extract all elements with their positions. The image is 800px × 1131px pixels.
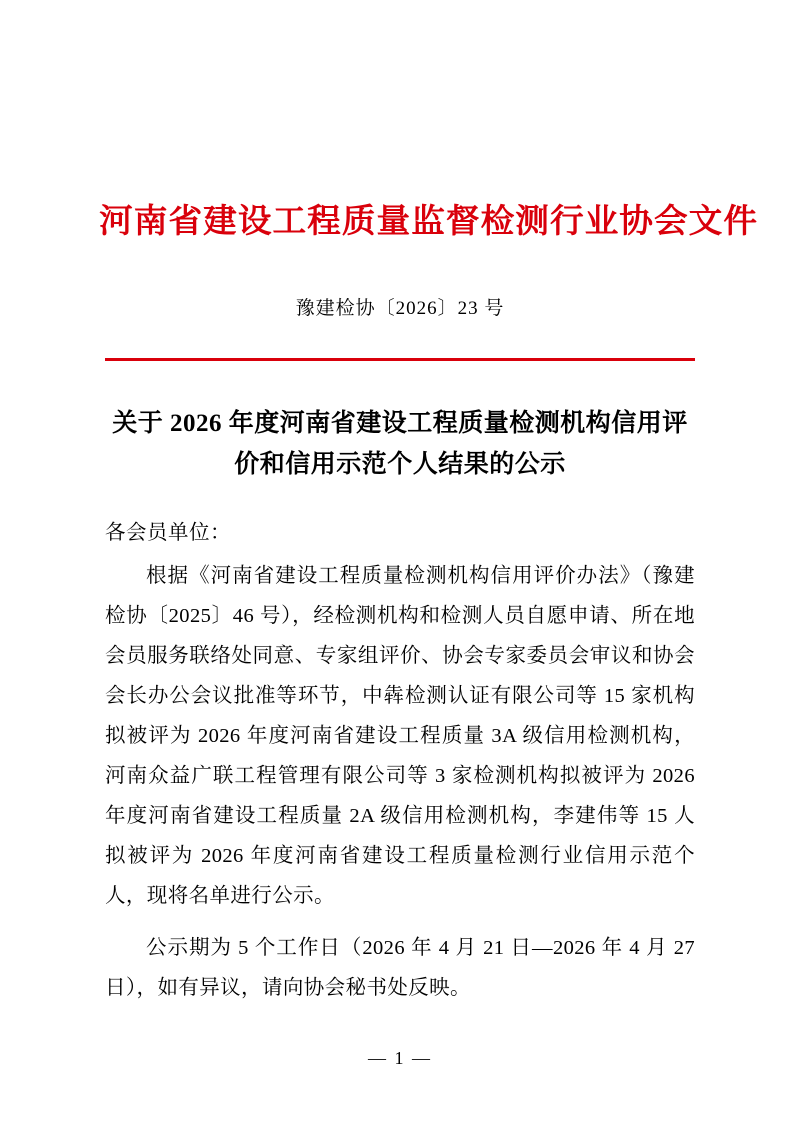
body-paragraph-2: 公示期为 5 个工作日（2026 年 4 月 21 日—2026 年 4 月 27 日），如有异议，请向协会秘书处反映。 [105,936,695,999]
page-number: — 1 — [368,1048,432,1068]
document-header [99,200,759,241]
document-number: 豫建检协〔2026〕23 号 [295,298,505,320]
red-divider-rule [105,358,695,361]
document-subject-title: 关于 2026 年度河南省建设工程质量检测机构信用评价和信用示范个人结果的公示 [112,409,688,478]
body-paragraph-1: 根据《河南省建设工程质量检测机构信用评价办法》（豫建检协〔2025〕46 号），经检测机构和检测人员自愿申请、所在地会员服务联络处同意、专家组评价、协会专家委员会审议和协会会长办公会议批准等环节，中犇检测认证有限公司等 15 家机构拟被评为 2026 年度河南省建设工程质量 3A 级信用检测机构，河南众益广联工程管理有限公司等 3 家检测机构拟被评为 2026 年度河南省建设工程质量 2A 级信用检测机构，李建伟等 15 人拟被评为 2026 年度河南省建设工程质量检测行业信用示范个人，现将名单进行公示。 [105,565,695,907]
organization-title: 河南省建设工程质量监督检测行业协会文件 [99,201,759,240]
salutation: 各会员单位： [105,522,231,545]
